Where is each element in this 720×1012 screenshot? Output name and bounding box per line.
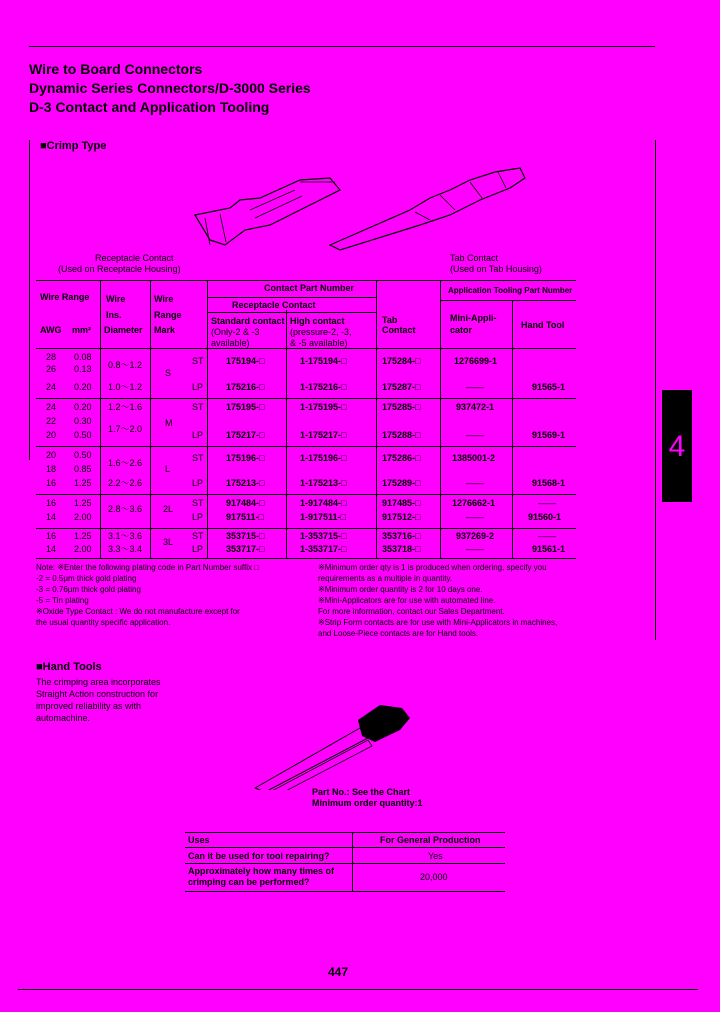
tab-contact-sub: (Used on Tab Housing) xyxy=(450,264,542,274)
receptacle-contact-label: Receptacle Contact xyxy=(95,253,174,263)
title-line-3: D-3 Contact and Application Tooling xyxy=(29,99,270,115)
title-line-1: Wire to Board Connectors xyxy=(29,61,203,77)
hand-tools-desc-3: improved reliability as with xyxy=(36,701,142,711)
page-number: 447 xyxy=(328,965,349,979)
hand-tool-drawing xyxy=(250,700,420,790)
hand-tools-desc-2: Straight Action construction for xyxy=(36,689,159,699)
chapter-tab xyxy=(662,390,692,502)
hand-tools-desc-1: The crimping area incorporates xyxy=(36,677,161,687)
section-border-right xyxy=(655,140,656,640)
tab-contact-drawing xyxy=(320,160,540,260)
top-rule xyxy=(29,46,655,47)
crimp-type-heading: ■Crimp Type xyxy=(40,140,107,152)
section-border-left xyxy=(29,140,30,460)
chapter-tab-number: 4 xyxy=(668,430,686,463)
title-line-2: Dynamic Series Connectors/D-3000 Series xyxy=(29,80,311,96)
receptacle-contact-sub: (Used on Receptacle Housing) xyxy=(58,264,181,274)
min-order: Minimum order quantity:1 xyxy=(312,798,423,808)
part-no: Part No.: See the Chart xyxy=(312,787,411,797)
hand-tools-desc-4: automachine. xyxy=(36,713,91,723)
tab-contact-label: Tab Contact xyxy=(450,253,499,263)
hand-tools-heading: ■Hand Tools xyxy=(36,661,102,673)
bottom-rule xyxy=(18,989,698,990)
